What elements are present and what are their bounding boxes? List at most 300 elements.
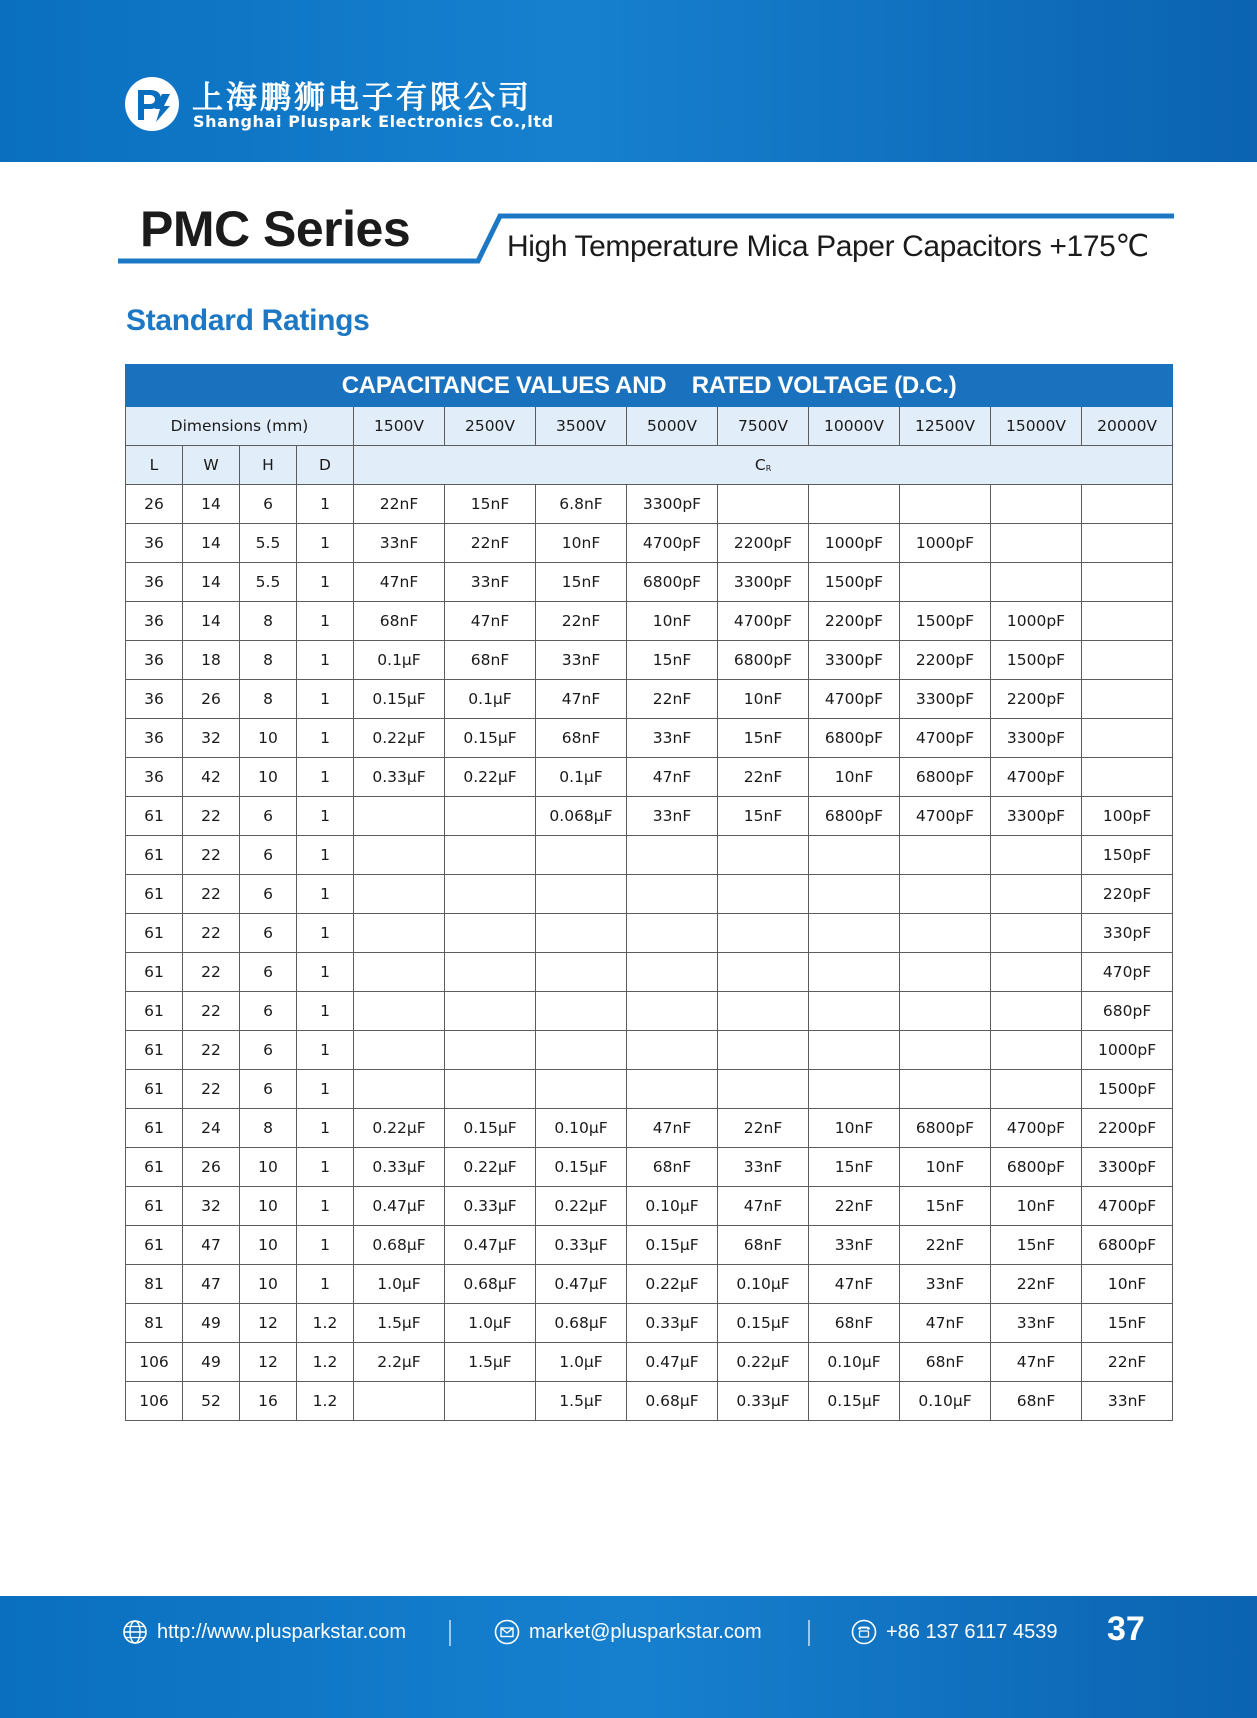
- dim-cell-w: 14: [183, 563, 240, 602]
- dim-cell-l: 36: [126, 602, 183, 641]
- voltage-header: 20000V: [1082, 407, 1173, 446]
- table-row: [126, 563, 1173, 602]
- capacitance-cell: 0.33μF: [354, 1148, 445, 1187]
- capacitance-cell: 3300pF: [991, 719, 1082, 758]
- capacitance-cell: 22nF: [1082, 1343, 1173, 1382]
- dim-cell-h: 8: [240, 641, 297, 680]
- capacitance-cell: 10nF: [1082, 1265, 1173, 1304]
- capacitance-cell: 6800pF: [991, 1148, 1082, 1187]
- dim-cell-w: 49: [183, 1304, 240, 1343]
- dim-header-l: L: [126, 446, 183, 485]
- capacitance-cell: 0.33μF: [627, 1304, 718, 1343]
- capacitance-cell: [445, 797, 536, 836]
- dim-cell-d: 1: [297, 524, 354, 563]
- capacitance-cell: 2200pF: [991, 680, 1082, 719]
- capacitance-cell: [354, 875, 445, 914]
- capacitance-cell: 68nF: [900, 1343, 991, 1382]
- phone-link[interactable]: [851, 1617, 1057, 1647]
- capacitance-cell: [354, 992, 445, 1031]
- dim-cell-h: 6: [240, 485, 297, 524]
- table-row: [126, 1109, 1173, 1148]
- capacitance-cell: 470pF: [1082, 953, 1173, 992]
- dim-cell-d: 1: [297, 1031, 354, 1070]
- capacitance-cell: 15nF: [718, 719, 809, 758]
- dim-cell-d: 1: [297, 797, 354, 836]
- dim-cell-w: 32: [183, 719, 240, 758]
- dim-cell-d: 1: [297, 485, 354, 524]
- capacitance-cell: 0.15μF: [809, 1382, 900, 1421]
- capacitance-cell: 33nF: [627, 719, 718, 758]
- capacitance-cell: [354, 1070, 445, 1109]
- dim-cell-l: 61: [126, 1226, 183, 1265]
- capacitance-cell: 2200pF: [809, 602, 900, 641]
- dim-cell-w: 52: [183, 1382, 240, 1421]
- table-row: [126, 836, 1173, 875]
- capacitance-cell: [1082, 485, 1173, 524]
- capacitance-cell: 0.15μF: [445, 719, 536, 758]
- table-row: [126, 641, 1173, 680]
- capacitance-cell: 33nF: [627, 797, 718, 836]
- page-header: [0, 0, 1257, 162]
- capacitance-cell: 68nF: [809, 1304, 900, 1343]
- capacitance-cell: 0.22μF: [354, 719, 445, 758]
- capacitance-cell: 4700pF: [991, 1109, 1082, 1148]
- capacitance-cell: 0.15μF: [536, 1148, 627, 1187]
- capacitance-cell: [627, 836, 718, 875]
- capacitance-cell: [445, 875, 536, 914]
- dim-cell-l: 106: [126, 1343, 183, 1382]
- capacitance-cell: [809, 953, 900, 992]
- capacitance-cell: 1500pF: [991, 641, 1082, 680]
- dim-cell-d: 1: [297, 836, 354, 875]
- dim-cell-w: 47: [183, 1265, 240, 1304]
- capacitance-cell: [991, 875, 1082, 914]
- capacitance-cell: [536, 914, 627, 953]
- phone-icon: [851, 1619, 877, 1645]
- dim-cell-d: 1.2: [297, 1382, 354, 1421]
- table-row: [126, 953, 1173, 992]
- capacitance-cell: [536, 992, 627, 1031]
- dim-cell-w: 22: [183, 953, 240, 992]
- voltage-header: 15000V: [991, 407, 1082, 446]
- capacitance-cell: 1.0μF: [536, 1343, 627, 1382]
- capacitance-cell: [900, 992, 991, 1031]
- capacitance-cell: 0.22μF: [718, 1343, 809, 1382]
- capacitance-cell: [991, 836, 1082, 875]
- dim-cell-w: 47: [183, 1226, 240, 1265]
- capacitance-cell: 10nF: [991, 1187, 1082, 1226]
- dim-cell-d: 1: [297, 758, 354, 797]
- capacitance-cell: 22nF: [354, 485, 445, 524]
- mail-icon: [494, 1619, 520, 1645]
- capacitance-cell: [991, 914, 1082, 953]
- capacitance-cell: [809, 1070, 900, 1109]
- dim-cell-h: 6: [240, 1031, 297, 1070]
- capacitance-cell: 22nF: [900, 1226, 991, 1265]
- dim-cell-l: 61: [126, 797, 183, 836]
- table-row: [126, 875, 1173, 914]
- company-logo-icon: [124, 76, 180, 132]
- table-row: [126, 524, 1173, 563]
- capacitance-cell: 6800pF: [1082, 1226, 1173, 1265]
- capacitance-cell: 6800pF: [809, 719, 900, 758]
- capacitance-cell: [445, 836, 536, 875]
- capacitance-cell: 68nF: [354, 602, 445, 641]
- capacitance-cell: 6800pF: [718, 641, 809, 680]
- capacitance-cell: 3300pF: [991, 797, 1082, 836]
- dim-cell-h: 6: [240, 836, 297, 875]
- dim-cell-l: 36: [126, 680, 183, 719]
- capacitance-cell: 0.10μF: [900, 1382, 991, 1421]
- capacitance-cell: [900, 563, 991, 602]
- dim-cell-w: 24: [183, 1109, 240, 1148]
- phone-text: +86 137 6117 4539: [886, 1620, 1058, 1643]
- capacitance-cell: 1500pF: [1082, 1070, 1173, 1109]
- capacitance-cell: [354, 797, 445, 836]
- capacitance-cell: [1082, 524, 1173, 563]
- dim-cell-h: 10: [240, 758, 297, 797]
- capacitance-cell: [536, 953, 627, 992]
- capacitance-cell: [809, 914, 900, 953]
- capacitance-cell: 0.1μF: [354, 641, 445, 680]
- table-row: [126, 758, 1173, 797]
- capacitance-cell: [1082, 719, 1173, 758]
- website-link[interactable]: [122, 1617, 406, 1647]
- dim-cell-w: 26: [183, 680, 240, 719]
- dim-cell-w: 26: [183, 1148, 240, 1187]
- capacitance-cell: [1082, 680, 1173, 719]
- capacitance-cell: [809, 836, 900, 875]
- cr-header: [354, 446, 1173, 485]
- capacitance-cell: 220pF: [1082, 875, 1173, 914]
- capacitance-cell: [991, 1070, 1082, 1109]
- voltage-header: 7500V: [718, 407, 809, 446]
- voltage-header: 3500V: [536, 407, 627, 446]
- dim-cell-d: 1: [297, 1265, 354, 1304]
- dim-cell-d: 1: [297, 680, 354, 719]
- capacitance-cell: 1500pF: [900, 602, 991, 641]
- capacitance-cell: [627, 1070, 718, 1109]
- dim-cell-w: 22: [183, 1031, 240, 1070]
- capacitance-cell: 3300pF: [1082, 1148, 1173, 1187]
- capacitance-cell: 15nF: [445, 485, 536, 524]
- capacitance-cell: 15nF: [1082, 1304, 1173, 1343]
- capacitance-cell: 0.47μF: [354, 1187, 445, 1226]
- dim-header-w: W: [183, 446, 240, 485]
- capacitance-cell: 47nF: [627, 1109, 718, 1148]
- capacitance-cell: [354, 914, 445, 953]
- capacitance-cell: [536, 875, 627, 914]
- capacitance-cell: 4700pF: [1082, 1187, 1173, 1226]
- capacitance-cell: [718, 953, 809, 992]
- capacitance-cell: 2200pF: [1082, 1109, 1173, 1148]
- capacitance-cell: 33nF: [536, 641, 627, 680]
- capacitance-cell: 47nF: [809, 1265, 900, 1304]
- page-footer: [0, 1596, 1257, 1718]
- capacitance-cell: 0.10μF: [809, 1343, 900, 1382]
- capacitance-cell: [536, 836, 627, 875]
- dim-cell-h: 10: [240, 1226, 297, 1265]
- capacitance-cell: 0.68μF: [627, 1382, 718, 1421]
- capacitance-cell: 1.5μF: [536, 1382, 627, 1421]
- capacitance-cell: 22nF: [627, 680, 718, 719]
- dim-cell-w: 22: [183, 797, 240, 836]
- capacitance-cell: 33nF: [1082, 1382, 1173, 1421]
- capacitance-cell: 4700pF: [809, 680, 900, 719]
- capacitance-cell: 47nF: [536, 680, 627, 719]
- capacitance-cell: [991, 992, 1082, 1031]
- dim-cell-l: 61: [126, 1031, 183, 1070]
- footer-divider: [449, 1620, 451, 1646]
- company-name-en: Shanghai Pluspark Electronics Co.,ltd: [193, 112, 554, 131]
- capacitance-cell: 0.15μF: [627, 1226, 718, 1265]
- dim-cell-l: 61: [126, 1070, 183, 1109]
- dim-cell-l: 61: [126, 875, 183, 914]
- capacitance-cell: [445, 1070, 536, 1109]
- dim-cell-h: 5.5: [240, 563, 297, 602]
- table-row: [126, 1148, 1173, 1187]
- capacitance-cell: [900, 836, 991, 875]
- capacitance-cell: [991, 485, 1082, 524]
- capacitance-cell: 1000pF: [1082, 1031, 1173, 1070]
- capacitance-cell: 0.10μF: [718, 1265, 809, 1304]
- capacitance-cell: [718, 992, 809, 1031]
- capacitance-cell: 4700pF: [900, 719, 991, 758]
- capacitance-cell: 33nF: [354, 524, 445, 563]
- table-row: [126, 680, 1173, 719]
- capacitance-cell: 47nF: [718, 1187, 809, 1226]
- capacitance-cell: 22nF: [536, 602, 627, 641]
- dim-cell-h: 5.5: [240, 524, 297, 563]
- capacitance-cell: 6800pF: [627, 563, 718, 602]
- capacitance-cell: [718, 1031, 809, 1070]
- dim-cell-l: 36: [126, 758, 183, 797]
- capacitance-cell: 33nF: [991, 1304, 1082, 1343]
- capacitance-cell: [627, 992, 718, 1031]
- table-row: [126, 485, 1173, 524]
- capacitance-cell: [900, 875, 991, 914]
- capacitance-cell: 3300pF: [900, 680, 991, 719]
- dim-cell-l: 61: [126, 992, 183, 1031]
- voltage-header: 10000V: [809, 407, 900, 446]
- capacitance-cell: 15nF: [718, 797, 809, 836]
- capacitance-cell: [718, 1070, 809, 1109]
- dim-cell-h: 6: [240, 953, 297, 992]
- capacitance-cell: [991, 524, 1082, 563]
- capacitance-cell: 10nF: [809, 758, 900, 797]
- capacitance-cell: 22nF: [718, 758, 809, 797]
- capacitance-cell: 1000pF: [809, 524, 900, 563]
- capacitance-cell: 4700pF: [991, 758, 1082, 797]
- series-title: PMC Series: [140, 201, 411, 257]
- capacitance-cell: [627, 914, 718, 953]
- capacitance-cell: [900, 1070, 991, 1109]
- capacitance-cell: 0.15μF: [445, 1109, 536, 1148]
- capacitance-cell: [354, 1382, 445, 1421]
- table-row: [126, 1265, 1173, 1304]
- dim-cell-l: 36: [126, 563, 183, 602]
- email-link[interactable]: [494, 1617, 762, 1647]
- capacitance-cell: 47nF: [627, 758, 718, 797]
- table-row: [126, 1343, 1173, 1382]
- dim-cell-h: 8: [240, 680, 297, 719]
- dim-cell-h: 6: [240, 992, 297, 1031]
- capacitance-cell: 0.33μF: [718, 1382, 809, 1421]
- capacitance-cell: [991, 953, 1082, 992]
- dim-cell-l: 36: [126, 719, 183, 758]
- table-row: [126, 602, 1173, 641]
- capacitance-cell: 0.10μF: [536, 1109, 627, 1148]
- dim-cell-d: 1: [297, 719, 354, 758]
- dim-cell-l: 106: [126, 1382, 183, 1421]
- dim-cell-w: 14: [183, 602, 240, 641]
- capacitance-cell: 1.0μF: [354, 1265, 445, 1304]
- dim-cell-h: 12: [240, 1343, 297, 1382]
- capacitance-cell: [900, 1031, 991, 1070]
- capacitance-cell: 1000pF: [991, 602, 1082, 641]
- dim-cell-w: 14: [183, 524, 240, 563]
- capacitance-cell: 4700pF: [627, 524, 718, 563]
- capacitance-cell: 22nF: [445, 524, 536, 563]
- dim-cell-d: 1: [297, 992, 354, 1031]
- dim-cell-d: 1: [297, 1070, 354, 1109]
- dim-cell-h: 6: [240, 797, 297, 836]
- dim-cell-d: 1: [297, 641, 354, 680]
- capacitance-cell: 1500pF: [809, 563, 900, 602]
- capacitance-cell: 100pF: [1082, 797, 1173, 836]
- capacitance-cell: [536, 1031, 627, 1070]
- dim-cell-l: 81: [126, 1304, 183, 1343]
- capacitance-cell: 0.10μF: [627, 1187, 718, 1226]
- capacitance-cell: 15nF: [536, 563, 627, 602]
- capacitance-cell: 22nF: [991, 1265, 1082, 1304]
- dim-cell-d: 1: [297, 914, 354, 953]
- capacitance-cell: 47nF: [900, 1304, 991, 1343]
- dim-cell-h: 6: [240, 875, 297, 914]
- capacitance-cell: 10nF: [809, 1109, 900, 1148]
- capacitance-cell: [445, 1031, 536, 1070]
- capacitance-cell: 0.33μF: [536, 1226, 627, 1265]
- capacitance-cell: 150pF: [1082, 836, 1173, 875]
- capacitance-cell: 0.22μF: [354, 1109, 445, 1148]
- capacitance-cell: 0.1μF: [536, 758, 627, 797]
- table-row: [126, 1070, 1173, 1109]
- dim-cell-h: 12: [240, 1304, 297, 1343]
- dim-cell-l: 61: [126, 953, 183, 992]
- capacitance-cell: 2200pF: [900, 641, 991, 680]
- capacitance-cell: [354, 836, 445, 875]
- capacitance-cell: 68nF: [445, 641, 536, 680]
- capacitance-cell: 47nF: [354, 563, 445, 602]
- capacitance-cell: 0.068μF: [536, 797, 627, 836]
- capacitance-cell: [991, 563, 1082, 602]
- dim-cell-l: 36: [126, 641, 183, 680]
- dim-cell-w: 32: [183, 1187, 240, 1226]
- table-row: [126, 1226, 1173, 1265]
- table-row: [126, 1031, 1173, 1070]
- capacitance-cell: 22nF: [809, 1187, 900, 1226]
- dim-cell-l: 61: [126, 914, 183, 953]
- globe-icon: [122, 1619, 148, 1645]
- dim-cell-l: 61: [126, 836, 183, 875]
- dim-cell-l: 81: [126, 1265, 183, 1304]
- capacitance-cell: [1082, 602, 1173, 641]
- dim-cell-h: 10: [240, 1187, 297, 1226]
- capacitance-cell: 15nF: [809, 1148, 900, 1187]
- cr-label: C: [754, 456, 766, 474]
- capacitance-cell: [718, 485, 809, 524]
- capacitance-cell: 33nF: [900, 1265, 991, 1304]
- capacitance-cell: 0.1μF: [445, 680, 536, 719]
- capacitance-cell: [1082, 563, 1173, 602]
- dim-cell-w: 22: [183, 1070, 240, 1109]
- capacitance-cell: 0.33μF: [445, 1187, 536, 1226]
- series-subtitle: High Temperature Mica Paper Capacitors +175℃: [507, 230, 1149, 263]
- capacitance-cell: [809, 875, 900, 914]
- capacitance-cell: 680pF: [1082, 992, 1173, 1031]
- capacitance-cell: 6800pF: [900, 1109, 991, 1148]
- dim-header-h: H: [240, 446, 297, 485]
- capacitance-cell: 68nF: [991, 1382, 1082, 1421]
- table-row: [126, 797, 1173, 836]
- dim-cell-h: 10: [240, 719, 297, 758]
- capacitance-cell: 0.15μF: [354, 680, 445, 719]
- dim-cell-w: 42: [183, 758, 240, 797]
- section-title: Standard Ratings: [126, 304, 370, 337]
- capacitance-cell: 15nF: [627, 641, 718, 680]
- table-row: [126, 719, 1173, 758]
- website-text: http://www.plusparkstar.com: [157, 1620, 406, 1643]
- footer-divider: [808, 1620, 810, 1646]
- capacitance-cell: 2.2μF: [354, 1343, 445, 1382]
- dim-cell-d: 1: [297, 563, 354, 602]
- dim-cell-d: 1: [297, 875, 354, 914]
- capacitance-cell: 6800pF: [900, 758, 991, 797]
- capacitance-cell: 1.5μF: [445, 1343, 536, 1382]
- dim-cell-d: 1: [297, 1226, 354, 1265]
- table-row: [126, 914, 1173, 953]
- table-row: [126, 1382, 1173, 1421]
- capacitance-cell: [627, 875, 718, 914]
- capacitance-cell: 0.68μF: [536, 1304, 627, 1343]
- dim-cell-d: 1: [297, 1148, 354, 1187]
- capacitance-cell: 47nF: [445, 602, 536, 641]
- dim-cell-w: 49: [183, 1343, 240, 1382]
- capacitance-cell: 15nF: [991, 1226, 1082, 1265]
- capacitance-cell: [900, 914, 991, 953]
- capacitance-cell: [445, 992, 536, 1031]
- cr-subscript: R: [765, 464, 772, 473]
- dimensions-header: Dimensions (mm): [126, 407, 354, 446]
- dim-cell-h: 10: [240, 1265, 297, 1304]
- dim-cell-w: 22: [183, 875, 240, 914]
- dim-cell-l: 36: [126, 524, 183, 563]
- capacitance-cell: 10nF: [627, 602, 718, 641]
- ratings-table: [125, 364, 1173, 1421]
- capacitance-cell: 0.68μF: [445, 1265, 536, 1304]
- dim-cell-d: 1: [297, 953, 354, 992]
- capacitance-cell: 4700pF: [718, 602, 809, 641]
- capacitance-cell: [809, 992, 900, 1031]
- voltage-header: 5000V: [627, 407, 718, 446]
- capacitance-cell: [900, 953, 991, 992]
- dim-cell-l: 61: [126, 1148, 183, 1187]
- capacitance-cell: 0.33μF: [354, 758, 445, 797]
- capacitance-cell: 0.22μF: [445, 758, 536, 797]
- company-name-cn: 上海鹏狮电子有限公司: [192, 80, 532, 116]
- dim-cell-l: 61: [126, 1187, 183, 1226]
- table-banner: CAPACITANCE VALUES AND RATED VOLTAGE (D.C.): [126, 365, 1173, 407]
